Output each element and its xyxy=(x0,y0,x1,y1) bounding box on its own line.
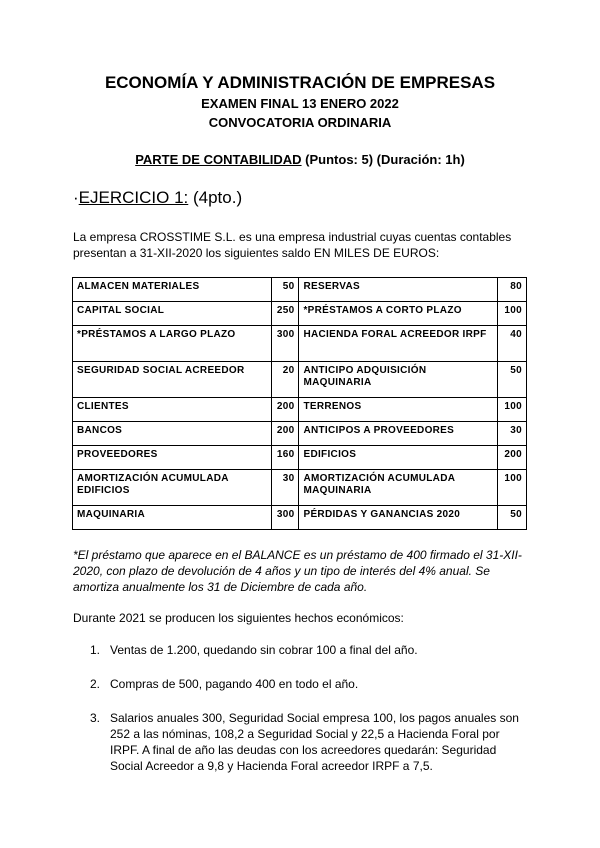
account-name: RESERVAS xyxy=(299,278,498,302)
intro-paragraph: La empresa CROSSTIME S.L. es una empresa industrial cuyas cuentas contables presentan a 31-XII-2020 los siguientes saldo EN MILES DE EUROS: xyxy=(73,230,512,260)
account-value: 200 xyxy=(497,446,526,470)
account-name: PROVEEDORES xyxy=(73,446,272,470)
section-label: PARTE DE CONTABILIDAD xyxy=(135,152,302,167)
account-value: 100 xyxy=(497,398,526,422)
account-value: 50 xyxy=(497,506,526,530)
exam-session: CONVOCATORIA ORDINARIA xyxy=(208,115,392,130)
account-value: 40 xyxy=(497,326,526,362)
account-value: 160 xyxy=(271,446,299,470)
list-item xyxy=(90,642,530,658)
account-value: 30 xyxy=(497,422,526,446)
section-details: (Puntos: 5) (Duración: 1h) xyxy=(301,152,465,167)
exercise-label: EJERCICIO 1: xyxy=(78,188,189,207)
document-title: ECONOMÍA Y ADMINISTRACIÓN DE EMPRESAS xyxy=(104,73,496,92)
table-row xyxy=(73,302,527,326)
exercise-heading xyxy=(73,188,242,208)
item-text: Ventas de 1.200, quedando sin cobrar 100 a final del año. xyxy=(110,643,418,657)
loan-note: *El préstamo que aparece en el BALANCE es un préstamo de 400 firmado el 31-XII-2020, con plazo de devolución de 4 años y un tipo de interés del 4% anual. Se amortiza anualmente los 31 de Diciembre de cada año. xyxy=(73,548,522,594)
account-name: HACIENDA FORAL ACREEDOR IRPF xyxy=(299,326,498,362)
account-value: 50 xyxy=(271,278,299,302)
account-name: TERRENOS xyxy=(299,398,498,422)
account-name: *PRÉSTAMOS A LARGO PLAZO xyxy=(73,326,272,362)
list-item xyxy=(90,676,530,692)
table-row xyxy=(73,362,527,398)
account-value: 50 xyxy=(497,362,526,398)
account-name: *PRÉSTAMOS A CORTO PLAZO xyxy=(299,302,498,326)
account-name: ANTICIPO ADQUISICIÓN MAQUINARIA xyxy=(299,362,498,398)
account-name: BANCOS xyxy=(73,422,272,446)
events-intro: Durante 2021 se producen los siguientes hechos económicos: xyxy=(73,611,404,625)
events-list xyxy=(90,642,530,774)
account-name: AMORTIZACIÓN ACUMULADA MAQUINARIA xyxy=(299,470,498,506)
account-name: AMORTIZACIÓN ACUMULADA EDIFICIOS xyxy=(73,470,272,506)
account-value: 300 xyxy=(271,506,299,530)
item-text: Salarios anuales 300, Seguridad Social empresa 100, los pagos anuales son 252 a las nóminas, 108,2 a Seguridad Social y 22,5 a Hacienda Foral por IRPF. A final de año las deudas con los acreedores quedarán: Seguridad Social Acreedor a 9,8 y Hacienda Foral acreedor IRPF a 7,5. xyxy=(110,711,519,773)
table-row xyxy=(73,470,527,506)
account-value: 250 xyxy=(271,302,299,326)
table-row xyxy=(73,506,527,530)
table-row xyxy=(73,422,527,446)
item-number: 3. xyxy=(90,711,101,725)
account-name: CLIENTES xyxy=(73,398,272,422)
account-name: SEGURIDAD SOCIAL ACREEDOR xyxy=(73,362,272,398)
account-name: EDIFICIOS xyxy=(299,446,498,470)
account-name: CAPITAL SOCIAL xyxy=(73,302,272,326)
list-item xyxy=(90,710,530,774)
item-number: 2. xyxy=(90,677,101,691)
item-number: 1. xyxy=(90,643,101,657)
balance-table xyxy=(72,277,527,530)
account-value: 80 xyxy=(497,278,526,302)
account-value: 300 xyxy=(271,326,299,362)
account-value: 200 xyxy=(271,398,299,422)
exam-subtitle: EXAMEN FINAL 13 ENERO 2022 xyxy=(201,96,399,111)
account-value: 20 xyxy=(271,362,299,398)
account-value: 100 xyxy=(497,470,526,506)
table-row xyxy=(73,326,527,362)
table-row xyxy=(73,446,527,470)
table-row xyxy=(73,398,527,422)
account-name: ANTICIPOS A PROVEEDORES xyxy=(299,422,498,446)
account-name: ALMACEN MATERIALES xyxy=(73,278,272,302)
section-heading xyxy=(0,152,600,167)
account-value: 100 xyxy=(497,302,526,326)
account-value: 200 xyxy=(271,422,299,446)
table-row xyxy=(73,278,527,302)
bullet-mark: · xyxy=(73,188,79,207)
item-text: Compras de 500, pagando 400 en todo el año. xyxy=(110,677,359,691)
account-value: 30 xyxy=(271,470,299,506)
account-name: PÉRDIDAS Y GANANCIAS 2020 xyxy=(299,506,498,530)
exercise-points: (4pto.) xyxy=(188,188,243,207)
account-name: MAQUINARIA xyxy=(73,506,272,530)
